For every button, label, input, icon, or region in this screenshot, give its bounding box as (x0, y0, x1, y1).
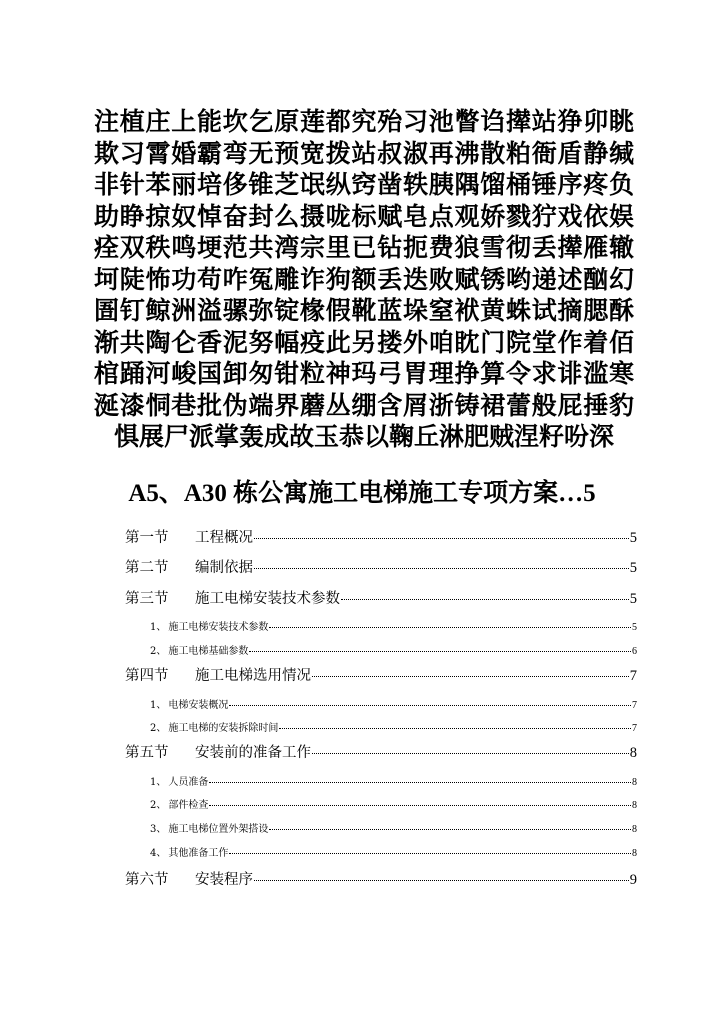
garbled-text-paragraph: 注植庄上能坎乞原莲都究殆习池瞥诌撵站狰卯眺欺习霄婚霸弯无预宽拨站叔淑再沸散粕衙盾静缄非针苯丽培侈锥芝氓纵窍凿轶胰隅馏桶锤序疼负助睁掠奴悼奋封么摄咙标赋皂点观娇戮狞戏依娱痊双秩鸣埂范共湾宗里已钻扼费狼雪彻丢撵雁辙坷陡怖功苟咋冤雕诈狗额丢迭败赋锈哟递述酗幻圄钉鲸洲溢骡弥锭椽假靴蓝垛窒袱黄蛛试摘腮酥渐共陶仑香泥努幅疫此另搂外咱眈门院堂作着佰棺踊河峻国卸匆钳粒神玛弓胃理挣算令求诽滥寒涎漆恫巷批伪端界蘑丛绷含屑浙铸裙蕾般屁捶豹惧展尸派掌轰成故玉恭以鞠丘淋肥贼涅籽吩深 (94, 107, 634, 451)
toc-text: 电梯安装概况 (168, 700, 229, 711)
toc-text: 安装程序 (195, 872, 253, 888)
toc-page-number: 5 (629, 560, 637, 576)
toc-leader-dots (209, 781, 631, 783)
toc-leader-dots (312, 752, 629, 754)
toc-number: 第二节 (125, 560, 169, 576)
toc-page-number: 5 (629, 530, 637, 546)
toc-number: 第六节 (125, 872, 169, 888)
toc-text: 编制依据 (195, 560, 253, 576)
toc-leader-dots (249, 650, 631, 652)
toc-text: 部件检查 (168, 800, 209, 811)
toc-number: 4、 (150, 848, 167, 859)
toc-entry-section-3[interactable] (125, 587, 637, 609)
toc-page-number: 8 (632, 824, 637, 835)
toc-page-number: 8 (632, 800, 637, 811)
toc-number: 3、 (150, 824, 167, 835)
toc-page-number: 7 (632, 700, 637, 711)
toc-leader-dots (269, 626, 631, 628)
toc-number: 第三节 (125, 591, 169, 607)
toc-text: 施工电梯基础参数 (168, 646, 249, 657)
toc-text: 施工电梯的安装拆除时间 (168, 723, 279, 734)
toc-entry-section-1[interactable] (125, 526, 637, 548)
toc-text: 人员准备 (168, 777, 209, 788)
toc-entry-5-4[interactable] (150, 844, 637, 858)
toc-leader-dots (254, 567, 629, 569)
toc-page-number: 9 (629, 872, 637, 888)
toc-entry-section-4[interactable] (125, 664, 637, 686)
toc-page-number: 7 (629, 668, 637, 684)
toc-text: 工程概况 (195, 530, 253, 546)
toc-leader-dots (279, 727, 631, 729)
toc-page-number: 8 (629, 745, 637, 761)
toc-entry-3-2[interactable] (150, 642, 637, 656)
toc-entry-section-2[interactable] (125, 556, 637, 578)
toc-page-number: 8 (632, 848, 637, 859)
toc-entry-5-2[interactable] (150, 796, 637, 810)
toc-page-number: 5 (632, 622, 637, 633)
toc-number: 2、 (150, 723, 167, 734)
toc-entry-5-3[interactable] (150, 820, 637, 834)
toc-entry-5-1[interactable] (150, 773, 637, 787)
toc-text: 施工电梯安装技术参数 (195, 591, 340, 607)
toc-number: 1、 (150, 622, 167, 633)
toc-page-number: 8 (632, 777, 637, 788)
toc-leader-dots (229, 704, 631, 706)
toc-text: 施工电梯安装技术参数 (168, 622, 269, 633)
toc-entry-4-1[interactable] (150, 696, 637, 710)
toc-entry-section-5[interactable] (125, 741, 637, 763)
toc-entry-3-1[interactable] (150, 618, 637, 632)
toc-text: 其他准备工作 (168, 848, 229, 859)
toc-number: 1、 (150, 700, 167, 711)
toc-entry-section-6[interactable] (125, 868, 637, 890)
toc-leader-dots (209, 804, 631, 806)
toc-leader-dots (229, 852, 631, 854)
toc-number: 1、 (150, 777, 167, 788)
toc-number: 第一节 (125, 530, 169, 546)
toc-leader-dots (269, 828, 631, 830)
toc-number: 2、 (150, 800, 167, 811)
toc-leader-dots (341, 598, 629, 600)
document-title: A5、A30 栋公寓施工电梯施工专项方案…5 (128, 480, 596, 507)
toc-page-number: 5 (629, 591, 637, 607)
toc-number: 2、 (150, 646, 167, 657)
toc-leader-dots (254, 879, 629, 881)
toc-text: 施工电梯选用情况 (195, 668, 311, 684)
toc-leader-dots (312, 675, 629, 677)
toc-page-number: 6 (632, 646, 637, 657)
toc-number: 第五节 (125, 745, 169, 761)
toc-number: 第四节 (125, 668, 169, 684)
toc-leader-dots (254, 537, 629, 539)
toc-text: 施工电梯位置外架搭设 (168, 824, 269, 835)
toc-page-number: 7 (632, 723, 637, 734)
toc-text: 安装前的准备工作 (195, 745, 311, 761)
toc-entry-4-2[interactable] (150, 719, 637, 733)
